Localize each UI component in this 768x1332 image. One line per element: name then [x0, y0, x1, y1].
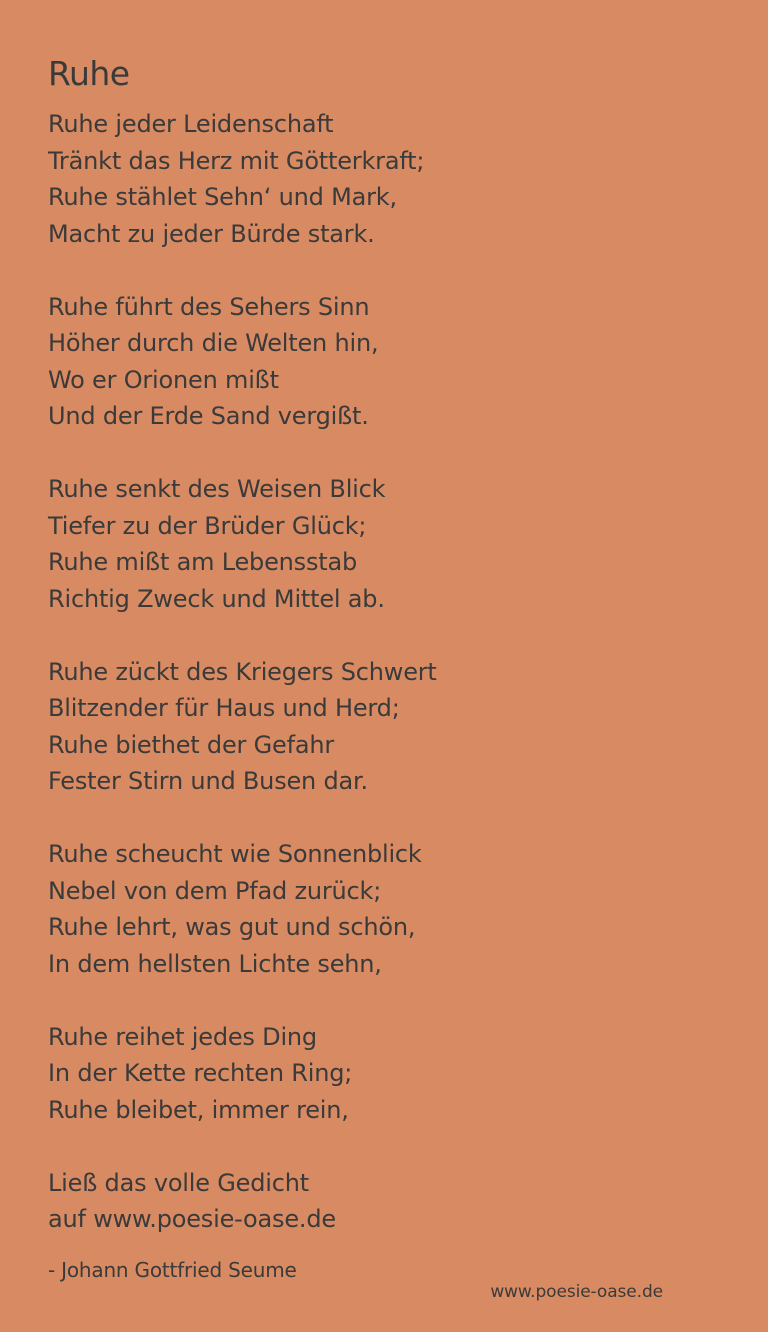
poem-line: Macht zu jeder Bürde stark. — [48, 219, 375, 248]
stanza-2 — [48, 289, 728, 435]
stanza-5 — [48, 836, 728, 982]
read-full-poem-note — [48, 1165, 728, 1238]
poem-body — [48, 106, 728, 1238]
stanza-3 — [48, 471, 728, 617]
poem-line: Tränkt das Herz mit Götterkraft; — [48, 146, 425, 175]
stanza-4 — [48, 654, 728, 800]
poem-line: Höher durch die Welten hin, — [48, 329, 379, 357]
poem-line: Richtig Zweck und Mittel ab. — [48, 584, 385, 613]
poem-line: Ruhe biethet der Gefahr — [48, 730, 335, 759]
poem-line: In dem hellsten Lichte sehn, — [48, 949, 382, 978]
poem-line: Ruhe zückt des Kriegers Schwert — [48, 657, 437, 686]
poem-line: Tiefer zu der Brüder Glück; — [48, 511, 367, 540]
poem-author: - Johann Gottfried Seume — [48, 1258, 297, 1282]
footer-website: www.poesie-oase.de — [490, 1282, 663, 1302]
poem-line: Ruhe jeder Leidenschaft — [48, 110, 334, 138]
cta-line: Ließ das volle Gedicht — [48, 1168, 309, 1197]
poem-line: Fester Stirn und Busen dar. — [48, 767, 368, 795]
poem-card — [48, 52, 728, 1238]
poem-line: Ruhe führt des Sehers Sinn — [48, 292, 370, 321]
poem-line: Wo er Orionen mißt — [48, 365, 279, 394]
stanza-1 — [48, 106, 728, 252]
poem-line: Ruhe senkt des Weisen Blick — [48, 475, 386, 503]
poem-line: Ruhe lehrt, was gut und schön, — [48, 913, 416, 941]
poem-line: Ruhe bleibet, immer rein, — [48, 1095, 349, 1124]
cta-line: auf www.poesie-oase.de — [48, 1205, 336, 1233]
poem-line: Ruhe reihet jedes Ding — [48, 1022, 317, 1051]
poem-line: Ruhe scheucht wie Sonnenblick — [48, 840, 422, 868]
stanza-6 — [48, 1019, 728, 1129]
poem-line: Ruhe stählet Sehn‘ und Mark, — [48, 183, 397, 211]
poem-line: Nebel von dem Pfad zurück; — [48, 876, 382, 905]
poem-line: Blitzender für Haus und Herd; — [48, 694, 400, 722]
poem-line: Ruhe mißt am Lebensstab — [48, 548, 358, 576]
poem-line: Und der Erde Sand vergißt. — [48, 402, 369, 430]
poem-title: Ruhe — [48, 54, 130, 93]
poem-line: In der Kette rechten Ring; — [48, 1059, 353, 1087]
